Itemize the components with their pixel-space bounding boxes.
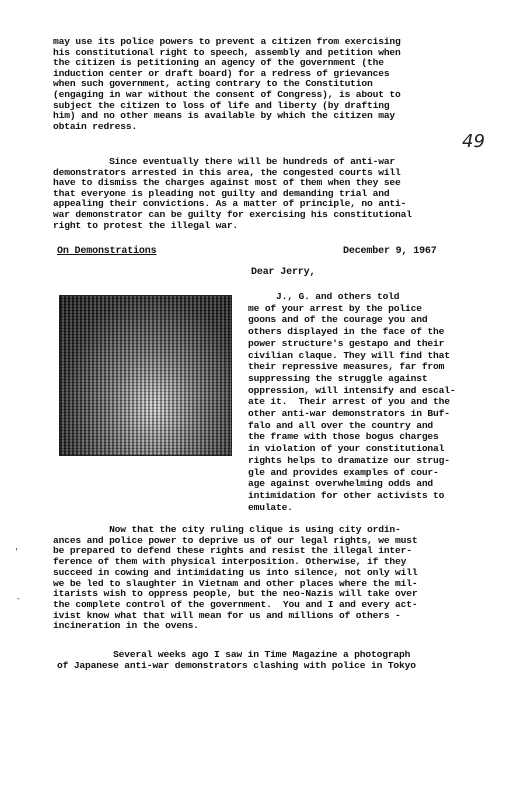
text-line: war demonstrator can be guilty for exercising his constitutional	[53, 209, 412, 220]
text-line: civilian claque. They will find that	[248, 349, 450, 361]
text-line: ances and police power to deprive us of our legal rights, we must	[53, 534, 418, 546]
protest-photograph	[59, 295, 232, 456]
text-line: that everyone is pleading not guilty and demanding trial and	[53, 187, 390, 199]
section-heading: On Demonstrations	[57, 246, 157, 257]
text-line: gle and provides examples of cour-	[248, 466, 439, 478]
text-line: oppression, will intensify and escal-	[248, 384, 456, 396]
text-line: Now that the city ruling clique is using city ordin-	[53, 524, 401, 535]
text-line: ate it. Their arrest of you and the	[248, 396, 450, 408]
letter-date: December 9, 1967	[343, 246, 437, 257]
text-line: emulate.	[248, 501, 293, 513]
text-line: of Japanese anti-war demonstrators clashing with police in Tokyo	[57, 659, 416, 671]
text-line: ference of them with physical interposition. Otherwise, if they	[53, 556, 407, 568]
text-line: Since eventually there will be hundreds of anti-war	[53, 156, 396, 167]
text-line: right to protest the illegal war.	[53, 219, 239, 231]
text-line: other anti-war demonstrators in Buf-	[248, 408, 450, 419]
scan-speck: '	[14, 548, 19, 557]
text-line: age against overwhelming odds and	[248, 478, 434, 490]
text-line: induction center or draft board) for a redress of grievances	[53, 67, 390, 79]
text-line: power structure's gestapo and their	[248, 337, 445, 349]
text-line: have to dismiss the charges against most of them when they see	[53, 177, 401, 189]
text-line: the citizen is petitioning an agency of the government (the	[53, 57, 384, 69]
text-line: falo and all over the country and	[248, 419, 434, 431]
text-line: ivist know what that will mean for us and millions of others -	[53, 609, 401, 621]
text-line: the frame with those bogus charges	[248, 431, 439, 443]
page-number: 49	[462, 131, 485, 152]
letter-greeting: Dear Jerry,	[251, 267, 316, 278]
text-line: him) and no other means is available by which the citizen may	[53, 110, 396, 122]
text-line: obtain redress.	[53, 120, 138, 132]
text-line: itarists wish to oppress people, but the neo-Nazis will take over	[53, 588, 418, 600]
text-line: their repressive measures, far from	[248, 361, 445, 373]
scan-speck: -	[16, 595, 21, 604]
text-line: when such government, acting contrary to the Constitution	[53, 78, 373, 90]
text-line: suppressing the struggle against	[248, 372, 428, 384]
text-line: may use its police powers to prevent a citizen from exercising	[53, 36, 401, 47]
text-line: rights helps to dramatize our strug-	[248, 454, 450, 466]
text-line: J., G. and others told	[248, 291, 400, 302]
text-line: we be led to slaughter in Vietnam and other places where the mil-	[53, 577, 418, 589]
text-line: appealing their convictions. As a matter of principle, no anti-	[53, 198, 407, 210]
text-line: Several weeks ago I saw in Time Magazine a photograph	[57, 649, 411, 660]
text-line: demonstrators arrested in this area, the congested courts will	[53, 166, 401, 178]
text-line: succeed in cowing and intimidating us into silence, not only will	[53, 566, 418, 578]
text-line: his constitutional right to speech, assembly and petition when	[53, 46, 401, 58]
text-line: intimidation for other activists to	[248, 489, 445, 501]
text-line: goons and of the courage you and	[248, 314, 428, 326]
text-line: (engaging in war without the consent of Congress), is about to	[53, 89, 401, 100]
text-line: in violation of your constitutional	[248, 443, 445, 455]
text-line: incineration in the ovens.	[53, 620, 199, 632]
text-line: the complete control of the government. You and I and every act-	[53, 598, 418, 610]
text-line: me of your arrest by the police	[248, 302, 422, 314]
text-line: be prepared to defend these rights and resist the illegal inter-	[53, 545, 412, 557]
text-line: others displayed in the face of the	[248, 326, 445, 338]
text-line: subject the citizen to loss of life and liberty (by drafting	[53, 99, 390, 111]
